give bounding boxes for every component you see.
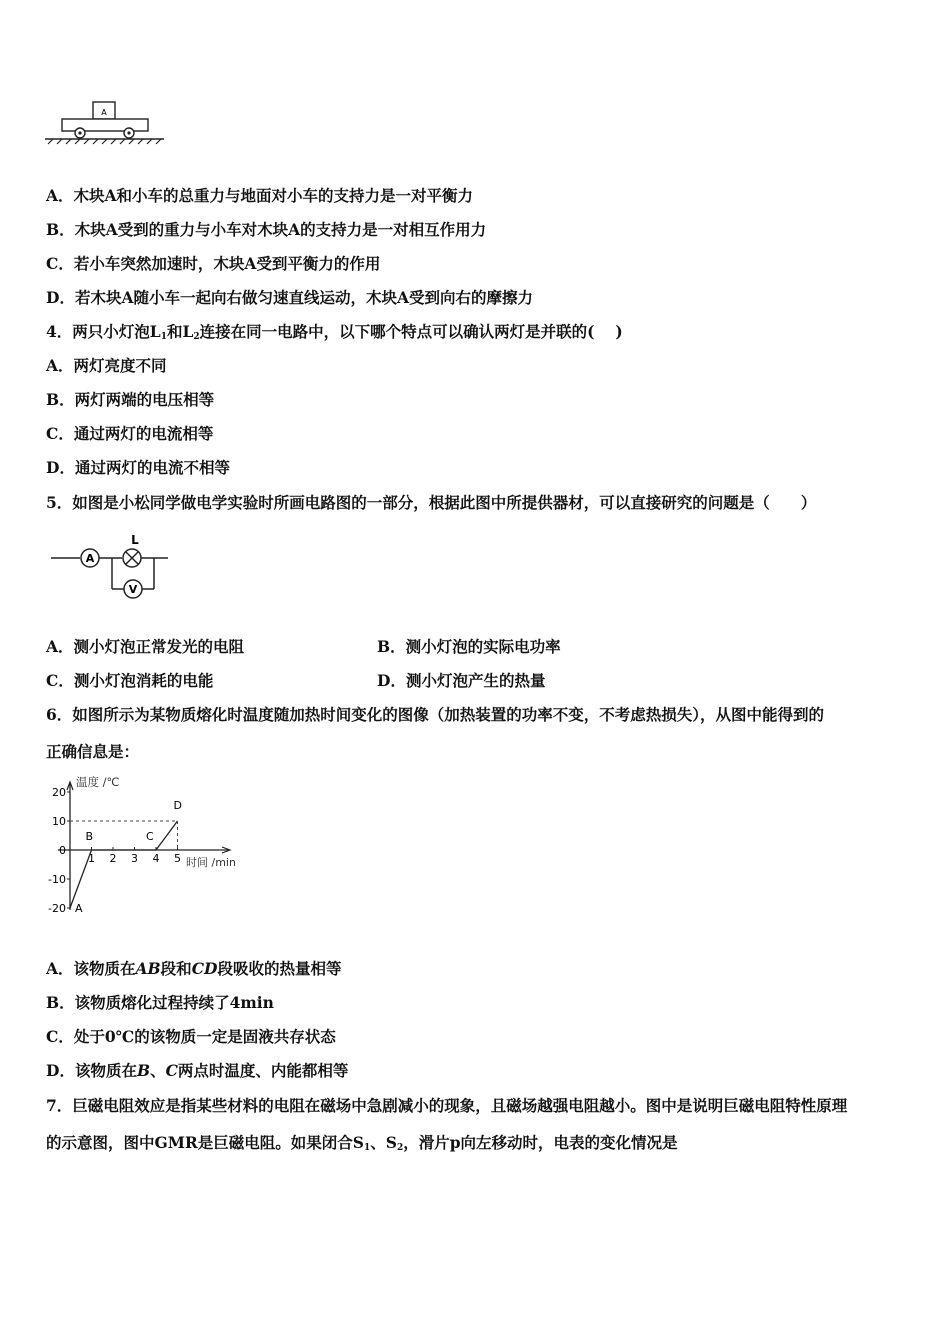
- y-tick-label: -20: [48, 902, 66, 915]
- ammeter-label: A: [85, 552, 95, 565]
- y-axis-label: 温度 /℃: [76, 775, 120, 789]
- q7-stem-line1: 7．巨磁电阻效应是指某些材料的电阻在磁场中急剧减小的现象，且磁场越强电阻越小。图中是说明巨磁电阻特性原理: [46, 1096, 848, 1115]
- x-tick-label: 2: [109, 852, 117, 865]
- q5-option-c[interactable]: C．测小灯泡消耗的电能: [46, 671, 214, 690]
- q6-stem-line2: 正确信息是：: [46, 742, 140, 761]
- q6-option-b[interactable]: B．该物质熔化过程持续了4min: [46, 993, 274, 1012]
- voltmeter-label: V: [128, 583, 138, 596]
- x-tick-label: 4: [152, 852, 160, 865]
- q6-stem-line1: 6．如图所示为某物质熔化时温度随加热时间变化的图像（加热装置的功率不变，不考虑热损失），从图中能得到的: [46, 705, 825, 724]
- x-tick-label: 5: [174, 852, 181, 865]
- q4-option-c[interactable]: C．通过两灯的电流相等: [46, 424, 214, 443]
- q7-stem-line2: 的示意图，图中GMR是巨磁电阻。如果闭合$S_1$、$S_2$，滑片p向左移动时，电表的变化情况是: [46, 1133, 678, 1153]
- x-tick-label: 1: [88, 852, 95, 865]
- circuit-figure: [46, 528, 176, 604]
- q5-stem: 5．如图是小松同学做电学实验时所画电路图的一部分，根据此图中所提供器材，可以直接研究的问题是（ ）: [46, 493, 817, 512]
- q3-option-c[interactable]: C．若小车突然加速时，木块A受到平衡力的作用: [46, 254, 381, 273]
- q4-stem: 4．两只小灯泡$L_1$和$L_2$连接在同一电路中，以下哪个特点可以确认两灯是并联的( ): [46, 322, 623, 342]
- temperature-chart: [40, 770, 260, 920]
- q4-option-b[interactable]: B．两灯两端的电压相等: [46, 390, 215, 409]
- q6-option-a[interactable]: A．该物质在AB段和CD段吸收的热量相等: [46, 959, 342, 978]
- block-a-label: A: [101, 108, 107, 117]
- q6-option-d[interactable]: D．该物质在B、C两点时温度、内能都相等: [46, 1061, 349, 1080]
- y-tick-label: 0: [59, 844, 66, 857]
- y-tick-label: 20: [52, 786, 66, 799]
- q4-option-a[interactable]: A．两灯亮度不同: [46, 356, 167, 375]
- cart-figure: [40, 96, 170, 152]
- q3-option-d[interactable]: D．若木块A随小车一起向右做匀速直线运动，木块A受到向右的摩擦力: [46, 288, 533, 307]
- q6-option-c[interactable]: C．处于0℃的该物质一定是固液共存状态: [46, 1027, 336, 1046]
- cart-body: [62, 119, 148, 131]
- y-tick-label: 10: [52, 815, 66, 828]
- point-label: C: [146, 830, 154, 843]
- q5-option-a[interactable]: A．测小灯泡正常发光的电阻: [46, 637, 245, 656]
- q5-option-d[interactable]: D．测小灯泡产生的热量: [377, 671, 546, 690]
- q3-option-a[interactable]: A．木块A和小车的总重力与地面对小车的支持力是一对平衡力: [46, 186, 474, 205]
- q3-option-b[interactable]: B．木块A受到的重力与小车对木块A的支持力是一对相互作用力: [46, 220, 487, 239]
- point-label: A: [75, 902, 83, 915]
- x-tick-label: 3: [131, 852, 138, 865]
- point-label: B: [85, 830, 94, 843]
- q5-option-b[interactable]: B．测小灯泡的实际电功率: [377, 637, 561, 656]
- point-label: D: [173, 799, 182, 812]
- lamp-label: L: [131, 533, 139, 547]
- y-tick-label: -10: [48, 873, 66, 886]
- x-axis-label: 时间 /min: [186, 856, 236, 869]
- q4-option-d[interactable]: D．通过两灯的电流不相等: [46, 458, 230, 477]
